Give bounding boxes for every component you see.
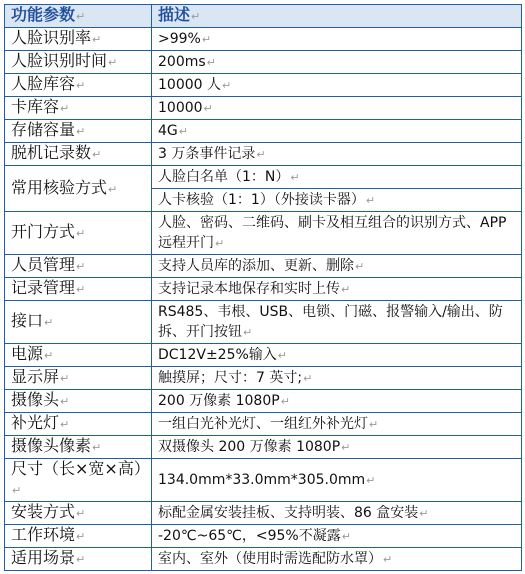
desc-text: 室内、室外（使用时需选配防水罩）: [158, 550, 382, 567]
param-cell: [5, 413, 152, 436]
table-row: [5, 120, 522, 143]
table-row: [5, 367, 522, 390]
desc-cell: [152, 413, 522, 436]
desc-cell: [152, 436, 522, 459]
param-cell: [5, 166, 152, 212]
desc-cell: [152, 28, 522, 51]
param-label: 尺寸（长×宽×高）: [11, 459, 150, 478]
param-cell: [5, 548, 152, 571]
paragraph-mark: ↵: [201, 32, 212, 46]
desc-text: RS485、韦根、USB、电锁、门磁、报警输入/输出、防拆、开门按钮: [158, 303, 503, 340]
header-param: [5, 5, 152, 28]
table-row: [5, 436, 522, 459]
paragraph-mark: ↵: [76, 10, 86, 23]
desc-cell: [152, 120, 522, 143]
paragraph-mark: ↵: [365, 193, 376, 207]
desc-cell: [152, 502, 522, 525]
table-row: [5, 413, 522, 436]
paragraph-mark: ↵: [419, 506, 429, 520]
param-label: 显示屏: [11, 367, 60, 386]
table-header-row: [5, 5, 522, 28]
desc-text: 人卡核验（1：1）（外接读卡器）: [158, 191, 365, 208]
header-param-label: 功能参数: [11, 5, 76, 24]
desc-text: 支持记录本地保存和实时上传: [158, 280, 340, 297]
paragraph-mark: ↵: [92, 441, 102, 454]
desc-cell: [152, 548, 522, 571]
paragraph-mark: ↵: [256, 147, 266, 161]
param-label: 常用核验方式: [11, 177, 108, 197]
table-row: [5, 278, 522, 301]
desc-cell: [152, 74, 522, 97]
param-cell: [5, 278, 152, 301]
paragraph-mark: ↵: [60, 372, 70, 385]
param-label: 摄像头: [11, 390, 60, 409]
paragraph-mark: ↵: [60, 418, 70, 431]
paragraph-mark: ↵: [108, 56, 118, 69]
desc-text: -20℃~65℃，<95%不凝露: [158, 527, 341, 544]
desc-cell: [152, 212, 522, 255]
param-cell: [5, 525, 152, 548]
paragraph-mark: ↵: [366, 473, 376, 487]
table-row: [5, 143, 522, 166]
param-cell: [5, 143, 152, 166]
paragraph-mark: ↵: [203, 101, 213, 115]
desc-cell: [152, 344, 522, 367]
desc-text: 10000 人: [158, 76, 221, 93]
paragraph-mark: ↵: [178, 124, 188, 138]
table-row: [5, 255, 522, 278]
param-label: 适用场景: [11, 548, 76, 567]
param-label: 电源: [11, 344, 44, 363]
paragraph-mark: ↵: [303, 371, 313, 385]
paragraph-mark: ↵: [76, 125, 86, 138]
paragraph-mark: ↵: [290, 170, 300, 184]
desc-cell: [152, 278, 522, 301]
table-row: [5, 212, 522, 255]
param-label: 补光灯: [11, 413, 60, 432]
header-desc-label: 描述: [158, 5, 191, 24]
desc-text: 200ms: [158, 53, 206, 70]
paragraph-mark: ↵: [76, 283, 86, 296]
table-row: [5, 344, 522, 367]
paragraph-mark: ↵: [92, 148, 102, 161]
param-label: 摄像头像素: [11, 436, 92, 455]
paragraph-mark: ↵: [92, 33, 102, 46]
table-row: [5, 390, 522, 413]
param-label: 开门方式: [11, 222, 76, 241]
spec-table: [4, 4, 522, 571]
paragraph-mark: ↵: [243, 325, 253, 339]
table-row: [5, 548, 522, 571]
paragraph-mark: ↵: [76, 227, 86, 240]
paragraph-mark: ↵: [280, 394, 290, 408]
param-label: 脱机记录数: [11, 143, 92, 162]
paragraph-mark: ↵: [341, 529, 351, 543]
param-label: 卡库容: [11, 97, 60, 116]
table-row: [5, 525, 522, 548]
param-cell: [5, 301, 152, 344]
desc-cell: [152, 367, 522, 390]
paragraph-mark: ↵: [206, 55, 216, 69]
paragraph-mark: ↵: [222, 78, 232, 92]
paragraph-mark: ↵: [215, 236, 225, 250]
paragraph-mark: ↵: [76, 79, 86, 92]
paragraph-mark: ↵: [44, 316, 54, 329]
paragraph-mark: ↵: [341, 440, 351, 454]
paragraph-mark: ↵: [341, 282, 351, 296]
param-label: 人脸识别率: [11, 28, 92, 47]
param-label: 存储容量: [11, 120, 76, 139]
paragraph-mark: ↵: [383, 552, 393, 566]
param-label: 记录管理: [11, 278, 76, 297]
paragraph-mark: ↵: [76, 507, 86, 520]
desc-text: 200 万像素 1080P: [158, 392, 280, 409]
table-row: [5, 28, 522, 51]
desc-cell: [152, 143, 522, 166]
param-cell: [5, 51, 152, 74]
desc-text: >99%: [158, 30, 201, 47]
desc-text: DC12V±25%输入: [158, 346, 277, 363]
table-row: [5, 502, 522, 525]
desc-cell: [152, 459, 522, 502]
desc-text: 3 万条事件记录: [158, 145, 256, 162]
desc-text: 人脸、密码、二维码、刷卡及相互组合的识别方式、APP 远程开门: [158, 214, 507, 251]
param-cell: [5, 502, 152, 525]
table-row: [5, 97, 522, 120]
desc-text: 人脸白名单（1：N）: [158, 168, 290, 185]
param-cell: [5, 436, 152, 459]
param-label: 接口: [11, 311, 44, 330]
paragraph-mark: ↵: [44, 349, 54, 362]
paragraph-mark: ↵: [191, 10, 201, 23]
paragraph-mark: ↵: [355, 259, 365, 273]
param-cell: [5, 212, 152, 255]
desc-cell: [152, 255, 522, 278]
param-cell: [5, 28, 152, 51]
desc-cell: [152, 97, 522, 120]
paragraph-mark: ↵: [76, 260, 86, 273]
paragraph-mark: ↵: [369, 417, 379, 431]
param-label: 人员管理: [11, 255, 76, 274]
desc-cell: [152, 301, 522, 344]
param-label: 人脸识别时间: [11, 51, 108, 70]
desc-cell: [152, 189, 522, 212]
param-cell: [5, 255, 152, 278]
param-label: 人脸库容: [11, 74, 76, 93]
table-row: [5, 51, 522, 74]
param-label: 工作环境: [11, 525, 76, 544]
header-desc: [152, 5, 522, 28]
desc-text: 双摄像头 200 万像素 1080P: [158, 438, 341, 455]
desc-cell: [152, 390, 522, 413]
param-cell: [5, 74, 152, 97]
param-cell: [5, 390, 152, 413]
paragraph-mark: ↵: [108, 182, 118, 196]
param-cell: [5, 367, 152, 390]
table-row: [5, 301, 522, 344]
paragraph-mark: ↵: [277, 348, 288, 362]
paragraph-mark: ↵: [60, 395, 70, 408]
param-cell: [5, 120, 152, 143]
desc-text: 134.0mm*33.0mm*305.0mm: [158, 471, 366, 488]
paragraph-mark: ↵: [60, 102, 70, 115]
paragraph-mark: ↵: [12, 484, 22, 497]
desc-text: 10000: [158, 99, 203, 116]
desc-cell: [152, 51, 522, 74]
desc-cell: [152, 525, 522, 548]
param-cell: [5, 344, 152, 367]
param-cell: [5, 97, 152, 120]
desc-text: 一组白光补光灯、一组红外补光灯: [158, 415, 368, 432]
paragraph-mark: ↵: [76, 530, 86, 543]
desc-text: 支持人员库的添加、更新、删除: [158, 257, 354, 274]
paragraph-mark: ↵: [76, 553, 86, 566]
param-cell: [5, 459, 152, 502]
desc-text: 标配金属安装挂板、支持明装、86 盒安装: [158, 504, 419, 521]
table-row: [5, 459, 522, 502]
table-row: [5, 166, 522, 189]
param-label: 安装方式: [11, 502, 76, 521]
desc-text: 触摸屏；尺寸：7 英寸;: [158, 369, 303, 386]
desc-text: 4G: [158, 122, 178, 139]
table-row: [5, 74, 522, 97]
desc-cell: [152, 166, 522, 189]
